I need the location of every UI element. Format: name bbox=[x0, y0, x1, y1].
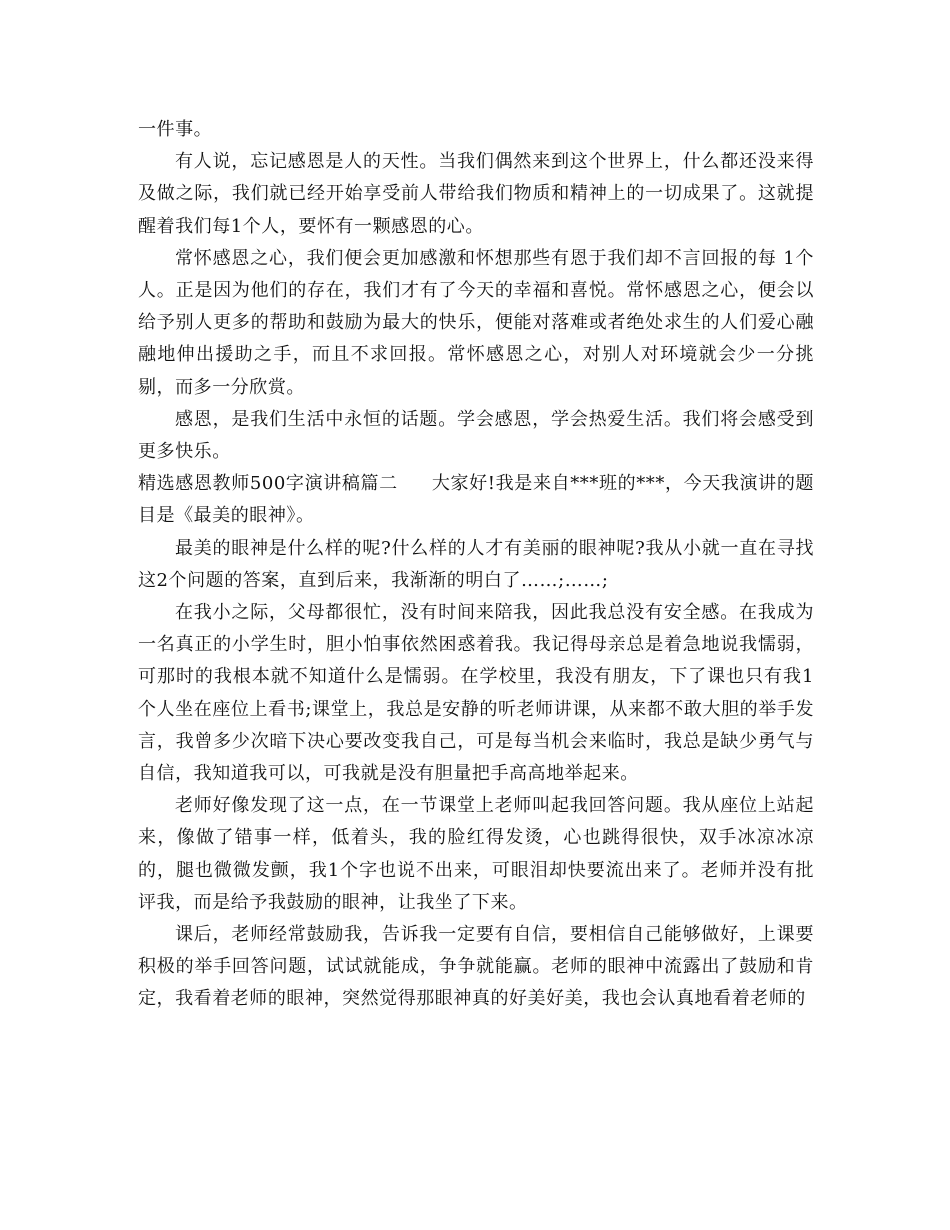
document-page bbox=[138, 114, 814, 1016]
section-title: 精选感恩教师500字演讲稿篇二 bbox=[138, 473, 398, 495]
section-heading-line bbox=[138, 468, 814, 532]
paragraph-2: 有人说，忘记感恩是人的天性。当我们偶然来到这个世界上，什么都还没来得及做之际，我们就已经开始享受前人带给我们物质和精神上的一切成果了。这就提醒着我们每1个人，要怀有一颗感恩的心。 bbox=[138, 151, 814, 237]
paragraph-7: 老师好像发现了这一点，在一节课堂上老师叫起我回答问题。我从座位上站起来，像做了错事一样，低着头，我的脸红得发烫，心也跳得很快，双手冰凉冰凉的，腿也微微发颤，我1个字也说不出来，可眼泪却快要流出来了。老师并没有批评我，而是给予我鼓励的眼神，让我坐了下来。 bbox=[138, 795, 814, 913]
paragraph-8: 课后，老师经常鼓励我，告诉我一定要有自信，要相信自己能够做好，上课要积极的举手回答问题，试试就能成，争争就能赢。老师的眼神中流露出了鼓励和肯定，我看着老师的眼神，突然觉得那眼神真的好美好美，我也会认真地看着老师的 bbox=[138, 924, 814, 1010]
paragraph-4: 感恩，是我们生活中永恒的话题。学会感恩，学会热爱生活。我们将会感受到更多快乐。 bbox=[138, 408, 814, 463]
paragraph-6: 在我小之际，父母都很忙，没有时间来陪我，因此我总没有安全感。在我成为一名真正的小学生时，胆小怕事依然困惑着我。我记得母亲总是着急地说我懦弱，可那时的我根本就不知道什么是懦弱。在学校里，我没有朋友，下了课也只有我1个人坐在座位上看书;课堂上，我总是安静的听老师讲课，从来都不敢大胆的举手发言，我曾多少次暗下决心要改变我自己，可是每当机会来临时，我总是缺少勇气与自信，我知道我可以，可我就是没有胆量把手高高地举起来。 bbox=[138, 602, 814, 785]
paragraph-5: 最美的眼神是什么样的呢?什么样的人才有美丽的眼神呢?我从小就一直在寻找这2个问题的答案，直到后来，我渐渐的明白了……;……; bbox=[138, 537, 814, 591]
speech-opening: 大家好!我是来自***班的***，今天我演讲的题目是《最美的眼神》。 bbox=[138, 473, 815, 527]
paragraph-3: 常怀感恩之心，我们便会更加感激和怀想那些有恩于我们却不言回报的每 1个人。正是因为他们的存在，我们才有了今天的幸福和喜悦。常怀感恩之心，便会以给予别人更多的帮助和鼓励为最大的快乐，便能对落难或者绝处求生的人们爱心融融地伸出援助之手，而且不求回报。常怀感恩之心，对别人对环境就会少一分挑剔，而多一分欣赏。 bbox=[138, 247, 814, 398]
paragraph-1: 一件事。 bbox=[138, 119, 213, 140]
